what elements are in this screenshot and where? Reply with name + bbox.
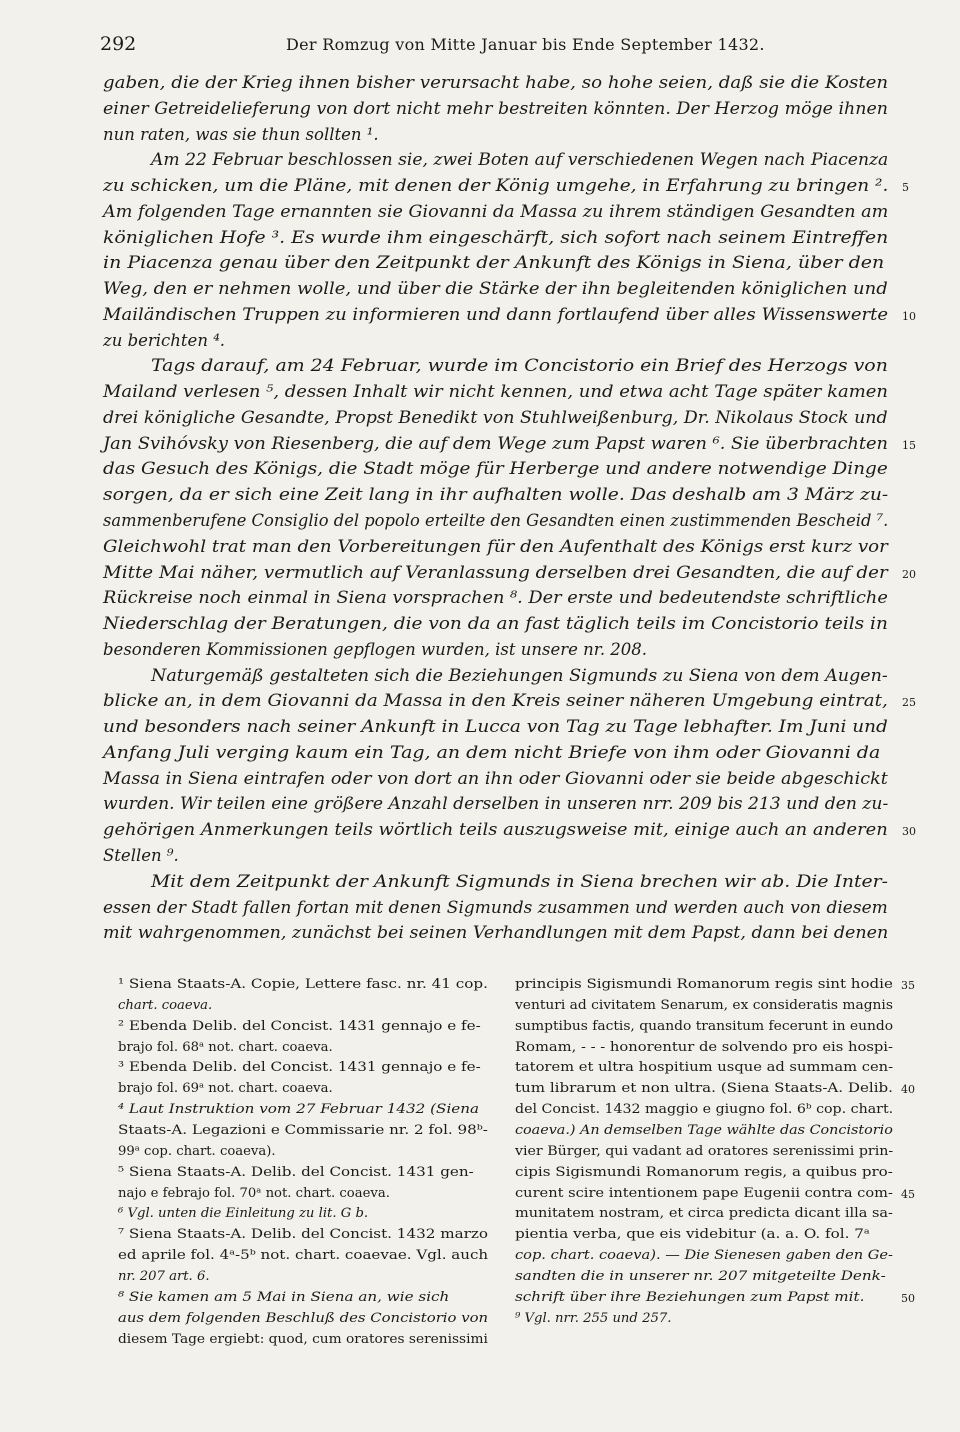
footnote-right-line-text: pientia verba, que eis videbitur (a. a. O. fol. 7ᵃ: [515, 1227, 870, 1243]
main-text-line-text: Gleichwohl trat man den Vorbereitungen für den Aufenthalt des Königs erst kurz vor: [103, 536, 888, 556]
main-text-line-text: essen der Stadt fallen fortan mit denen Sigmunds zusammen und werden auch von diesem: [103, 897, 888, 917]
footnote-right-line-text: schrift über ihre Beziehungen zum Papst mit.: [515, 1289, 865, 1305]
main-text-line-text: Massa in Siena eintrafen oder von dort an ihn oder Giovanni oder sie beide abgeschickt: [103, 768, 888, 788]
main-text-line: [103, 147, 893, 173]
main-text-line: [103, 456, 893, 482]
main-text-line-text: Tags darauf, am 24 Februar, wurde im Concistorio ein Brief des Herzogs von: [151, 356, 888, 376]
footnote-left-line-text: 99ᵃ cop. chart. coaeva).: [118, 1143, 276, 1159]
main-text-line-text: Am folgenden Tage ernannten sie Giovanni da Massa zu ihrem ständigen Gesandten am: [103, 201, 889, 221]
footnote-left-line-text: ³ Ebenda Delib. del Concist. 1431 gennajo e fe-: [118, 1060, 481, 1076]
main-text-line: [103, 766, 893, 792]
footnote-left-line-text: ⁷ Siena Staats-A. Delib. del Concist. 1432 marzo: [118, 1227, 489, 1243]
main-text-line-text: Am 22 Februar beschlossen sie, zwei Boten auf verschiedenen Wegen nach Piacenza: [151, 150, 889, 170]
main-text-line-text: und besonders nach seiner Ankunft in Lucca von Tag zu Tage lebhafter. Im Juni und: [103, 717, 888, 737]
footnote-right-line: [515, 1142, 894, 1163]
main-text-block: [103, 70, 916, 946]
main-text-line-text: einer Getreidelieferung von dort nicht mehr bestreiten könnten. Der Herzog möge ihnen: [103, 98, 888, 118]
footnote-right-line-text: del Concist. 1432 maggio e giugno fol. 6ᵇ cop. chart.: [515, 1102, 894, 1118]
line-number: 10: [902, 309, 916, 323]
line-number: 40: [901, 1083, 915, 1097]
footnote-right-line-text: principis Sigismundi Romanorum regis sint hodie: [515, 977, 893, 992]
main-text-line: [103, 302, 916, 328]
footnote-left-line: [118, 1330, 493, 1351]
main-text-line-text: Mailand verlesen ⁵, dessen Inhalt wir nicht kennen, und etwa acht Tage später kamen: [103, 382, 888, 402]
footnote-left-line-text: ed aprile fol. 4ᵃ-5ᵇ not. chart. coaevae. Vgl. auch: [118, 1248, 489, 1264]
line-number: 50: [901, 1291, 915, 1305]
footnote-right-line-text: sandten die in unserer nr. 207 mitgeteilte Denk-: [515, 1269, 886, 1285]
footnote-left-line: [118, 1100, 493, 1121]
footnote-right-line-text: venturi ad civitatem Senarum, ex consideratis magnis: [515, 997, 893, 1013]
line-number: 30: [902, 825, 916, 839]
footnote-left-line: [118, 1246, 493, 1267]
footnote-right-line-text: tatorem et ultra hospitium usque ad summam cen-: [515, 1060, 894, 1076]
footnote-left-line-text: Staats-A. Legazioni e Commissarie nr. 2 fol. 98ᵇ-: [118, 1123, 488, 1139]
footnote-left-line: [118, 1142, 493, 1163]
footnote-left-line: [118, 1163, 493, 1184]
main-text-line-text: königlichen Hofe ³. Es wurde ihm eingeschärft, sich sofort nach seinem Eintreffen: [103, 227, 889, 247]
page-header: [100, 33, 900, 59]
main-text-line: [103, 560, 916, 586]
footnotes-right-column: [515, 975, 915, 1330]
main-text-line: [103, 431, 916, 457]
footnote-right-line: [515, 1058, 894, 1079]
footnote-left-line: [118, 996, 493, 1017]
footnote-left-line: [118, 1017, 493, 1038]
main-text-line: [103, 353, 893, 379]
footnote-right-line: [515, 1204, 893, 1225]
main-text-line-text: sorgen, da er sich eine Zeit lang in ihr aufhalten wolle. Das deshalb am 3 März zu-: [103, 485, 889, 505]
footnote-left-line-text: chart. coaeva.: [118, 997, 213, 1013]
footnote-left-line: [118, 1038, 493, 1059]
main-text-line-text: gaben, die der Krieg ihnen bisher verursacht habe, so hohe seien, daß sie die Kosten: [103, 73, 889, 92]
footnotes-left-column: [118, 975, 493, 1350]
main-text-line: [103, 508, 893, 534]
main-text-line: [103, 663, 893, 689]
page-number: 292: [100, 33, 137, 55]
main-text-line-text: Anfang Juli verging kaum ein Tag, an dem nicht Briefe von ihm oder Giovanni da: [103, 742, 881, 762]
line-number: 45: [901, 1187, 915, 1201]
main-text-line-text: Niederschlag der Beratungen, die von da an fast täglich teils im Concistorio teils in: [103, 614, 888, 634]
footnote-right-line: [515, 1163, 893, 1184]
footnote-left-line: [118, 1079, 493, 1100]
main-text-line-text: blicke an, in dem Giovanni da Massa in den Kreis seiner näheren Umgebung eintrat,: [103, 691, 888, 711]
main-text-line-text: Mailändischen Truppen zu informieren und dann fortlaufend über alles Wissenswerte: [103, 304, 889, 324]
main-text-line: [103, 173, 909, 199]
main-text-line: [103, 714, 893, 740]
footnote-right-line: [515, 975, 915, 996]
footnote-right-line: [515, 1246, 893, 1267]
main-text-line-text: Weg, den er nehmen wolle, und über die Stärke der ihn begleitenden königlichen und: [103, 279, 888, 299]
line-number: 5: [902, 181, 909, 195]
footnote-left-line-text: diesem Tage ergiebt: quod, cum oratores serenissimi: [118, 1331, 488, 1347]
footnote-right-line-text: vier Bürger, qui vadant ad oratores serenissimi prin-: [515, 1143, 894, 1159]
footnote-left-line: [118, 975, 493, 996]
footnote-right-line-text: sumptibus factis, quando transitum fecerunt in eundo: [515, 1018, 894, 1034]
footnote-left-line: [118, 1058, 493, 1079]
footnote-right-line: [515, 1309, 890, 1330]
footnote-left-line: [118, 1184, 493, 1205]
main-text-line: [103, 96, 893, 122]
footnote-right-line: [515, 1288, 915, 1309]
main-text-line: [103, 637, 893, 663]
main-text-line-text: Jan Svihóvsky von Riesenberg, die auf dem Wege zum Papst waren ⁶. Sie überbrachten: [103, 433, 889, 453]
main-text-line: [103, 740, 893, 766]
main-text-line: [103, 482, 893, 508]
main-text-line-text: gehörigen Anmerkungen teils wörtlich teils auszugsweise mit, einige auch an anderen: [103, 820, 888, 840]
footnote-right-line: [515, 1267, 890, 1288]
line-number: 35: [901, 979, 915, 992]
footnote-left-line-text: brajo fol. 68ᵃ not. chart. coaeva.: [118, 1039, 333, 1055]
main-text-line: [103, 225, 893, 251]
main-text-line: [103, 791, 893, 817]
footnote-left-line-text: ² Ebenda Delib. del Concist. 1431 gennajo e fe-: [118, 1018, 481, 1034]
footnote-left-line: [118, 1121, 493, 1142]
line-number: 20: [902, 567, 916, 581]
footnote-right-line-text: cipis Sigismundi Romanorum regis, a quibus pro-: [515, 1164, 893, 1180]
main-text-line: [103, 817, 916, 843]
main-text-line: [103, 328, 893, 354]
footnote-left-line: [118, 1309, 493, 1330]
footnote-right-line-text: curent scire intentionem pape Eugenii contra com-: [515, 1185, 893, 1201]
footnote-right-line: [515, 1100, 894, 1121]
main-text-line-text: Mitte Mai näher, vermutlich auf Veranlassung derselben drei Gesandten, die auf der: [103, 562, 888, 582]
footnote-left-line-text: nr. 207 art. 6.: [118, 1269, 210, 1285]
main-text-line: [103, 869, 893, 895]
main-text-line-text: sammenberufene Consiglio del popolo erteilte den Gesandten einen zustimmenden Bescheid ⁷.: [103, 511, 889, 531]
main-text-line-text: zu schicken, um die Pläne, mit denen der König umgehe, in Erfahrung zu bringen ².: [103, 176, 889, 196]
footnote-right-line: [515, 1079, 915, 1100]
line-number: 25: [902, 696, 916, 710]
main-text-line: [103, 585, 893, 611]
main-text-line-text: Stellen ⁹.: [103, 845, 179, 865]
footnote-left-line-text: ⁵ Siena Staats-A. Delib. del Concist. 1431 gen-: [118, 1164, 474, 1180]
main-text-line-text: das Gesuch des Königs, die Stadt möge für Herberge und andere notwendige Dinge: [103, 459, 888, 479]
footnote-right-line-text: tum librarum et non ultra. (Siena Staats-A. Delib.: [515, 1081, 893, 1097]
footnote-left-line-text: ⁶ Vgl. unten die Einleitung zu lit. G b.: [118, 1206, 369, 1222]
footnote-left-line-text: aus dem folgenden Beschluß des Concistorio von: [118, 1310, 489, 1326]
footnote-right-line: [515, 1017, 894, 1038]
footnote-right-line: [515, 996, 893, 1017]
main-text-line: [103, 276, 893, 302]
main-text-line-text: Rückreise noch einmal in Siena vorsprachen ⁸. Der erste und bedeutendste schriftliche: [103, 588, 888, 608]
main-text-line: [103, 70, 893, 96]
footnote-left-line: [118, 1225, 493, 1246]
main-text-line: [103, 611, 893, 637]
main-text-line: [103, 199, 893, 225]
main-text-line: [103, 688, 916, 714]
footnote-left-line-text: ¹ Siena Staats-A. Copie, Lettere fasc. nr. 41 cop.: [118, 977, 488, 992]
main-text-line: [103, 920, 893, 946]
main-text-line-text: drei königliche Gesandte, Propst Benedikt von Stuhlweißenburg, Dr. Nikolaus Stock und: [103, 407, 888, 427]
footnote-right-line: [515, 1225, 890, 1246]
main-text-line-text: mit wahrgenommen, zunächst bei seinen Verhandlungen mit dem Papst, dann bei denen: [103, 923, 889, 943]
footnote-left-line: [118, 1204, 493, 1225]
main-text-line: [103, 843, 893, 869]
footnote-left-line-text: ⁸ Sie kamen am 5 Mai in Siena an, wie sich: [118, 1289, 450, 1305]
footnote-right-line-text: cop. chart. coaeva). — Die Sienesen gaben den Ge-: [515, 1248, 893, 1264]
footnote-right-line-text: Romam, - - - honorentur de solvendo pro eis hospi-: [515, 1039, 893, 1055]
footnote-right-line-text: ⁹ Vgl. nrr. 255 und 257.: [515, 1310, 672, 1326]
footnote-right-line-text: munitatem nostram, et circa predicta dicant illa sa-: [515, 1206, 893, 1222]
main-text-line: [103, 122, 893, 148]
footnote-right-line-text: coaeva.) An demselben Tage wählte das Concistorio: [515, 1123, 893, 1139]
footnote-right-line: [515, 1184, 915, 1205]
main-text-line: [103, 534, 893, 560]
footnote-right-line: [515, 1121, 893, 1142]
main-text-line-text: Naturgemäß gestalteten sich die Beziehungen Sigmunds zu Siena von dem Augen-: [151, 665, 888, 685]
main-text-line: [103, 379, 893, 405]
footnote-left-line-text: brajo fol. 69ᵃ not. chart. coaeva.: [118, 1081, 333, 1097]
main-text-line-text: in Piacenza genau über den Zeitpunkt der Ankunft des Königs in Siena, über den: [103, 253, 885, 273]
footnote-left-line-text: ⁴ Laut Instruktion vom 27 Februar 1432 (Siena: [118, 1102, 480, 1118]
main-text-line: [103, 250, 893, 276]
main-text-line: [103, 405, 893, 431]
main-text-line-text: nun raten, was sie thun sollten ¹.: [103, 124, 379, 144]
footnote-left-line-text: najo e febrajo fol. 70ᵃ not. chart. coaeva.: [118, 1185, 390, 1201]
running-title: Der Romzug von Mitte Januar bis Ende September 1432.: [286, 35, 765, 54]
main-text-line-text: wurden. Wir teilen eine größere Anzahl derselben in unseren nrr. 209 bis 213 und den zu-: [103, 794, 889, 814]
main-text-line-text: zu berichten ⁴.: [103, 330, 226, 350]
line-number: 15: [902, 438, 916, 452]
main-text-line: [103, 895, 893, 921]
footnote-left-line: [118, 1288, 493, 1309]
footnote-right-line: [515, 1038, 893, 1059]
main-text-line-text: Mit dem Zeitpunkt der Ankunft Sigmunds in Siena brechen wir ab. Die Inter-: [151, 871, 889, 891]
main-text-line-text: besonderen Kommissionen gepflogen wurden, ist unsere nr. 208.: [103, 639, 648, 659]
footnote-left-line: [118, 1267, 493, 1288]
